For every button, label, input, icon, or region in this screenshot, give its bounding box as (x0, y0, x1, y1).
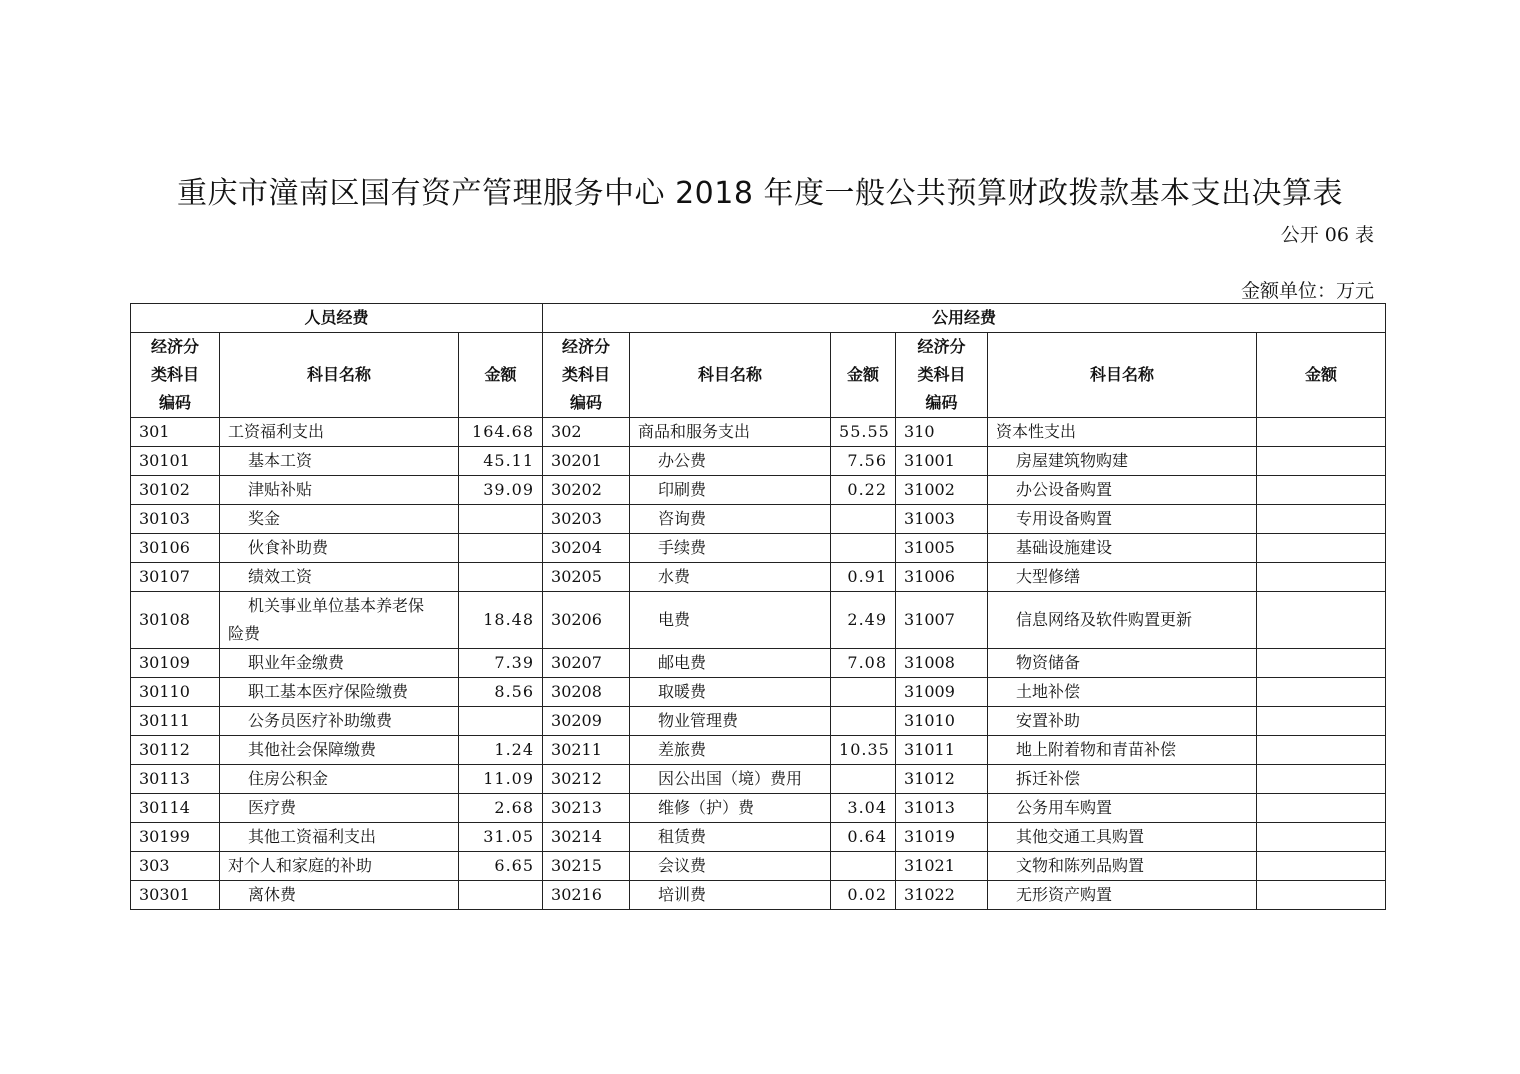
personnel-name-cell: 职业年金缴费 (220, 649, 459, 678)
goods-amount-cell (831, 505, 896, 534)
header-name-col: 科目名称 (220, 333, 459, 418)
capital-name-cell: 大型修缮 (988, 563, 1257, 592)
capital-code-cell: 31021 (896, 852, 988, 881)
personnel-name-cell: 工资福利支出 (220, 418, 459, 447)
table-row (131, 563, 1386, 592)
capital-name-cell: 其他交通工具购置 (988, 823, 1257, 852)
goods-code-cell: 30202 (543, 476, 630, 505)
personnel-name-cell: 津贴补贴 (220, 476, 459, 505)
personnel-code-cell: 30111 (131, 707, 220, 736)
capital-name-cell: 土地补偿 (988, 678, 1257, 707)
personnel-code-cell: 30301 (131, 881, 220, 910)
goods-code-cell: 30213 (543, 794, 630, 823)
capital-amount-cell (1257, 794, 1386, 823)
goods-name-cell: 邮电费 (630, 649, 831, 678)
personnel-code-cell: 30199 (131, 823, 220, 852)
goods-amount-cell: 2.49 (831, 592, 896, 649)
capital-name-cell: 专用设备购置 (988, 505, 1257, 534)
personnel-amount-cell: 2.68 (459, 794, 543, 823)
budget-table (130, 303, 1386, 910)
goods-code-cell: 30204 (543, 534, 630, 563)
capital-code-cell: 31011 (896, 736, 988, 765)
goods-amount-cell (831, 707, 896, 736)
personnel-name-cell: 职工基本医疗保险缴费 (220, 678, 459, 707)
goods-amount-cell: 3.04 (831, 794, 896, 823)
goods-code-cell: 30214 (543, 823, 630, 852)
personnel-name-cell: 奖金 (220, 505, 459, 534)
goods-code-cell: 30207 (543, 649, 630, 678)
table-row (131, 418, 1386, 447)
capital-name-cell: 地上附着物和青苗补偿 (988, 736, 1257, 765)
header-amount-col: 金额 (1257, 333, 1386, 418)
personnel-code-cell: 30112 (131, 736, 220, 765)
personnel-code-cell: 301 (131, 418, 220, 447)
personnel-amount-cell: 6.65 (459, 852, 543, 881)
capital-code-cell: 31002 (896, 476, 988, 505)
capital-amount-cell (1257, 505, 1386, 534)
table-row (131, 852, 1386, 881)
capital-code-cell: 31007 (896, 592, 988, 649)
goods-code-cell: 302 (543, 418, 630, 447)
personnel-code-cell: 30103 (131, 505, 220, 534)
personnel-code-cell: 303 (131, 852, 220, 881)
capital-code-cell: 31010 (896, 707, 988, 736)
goods-name-cell: 培训费 (630, 881, 831, 910)
capital-code-cell: 31006 (896, 563, 988, 592)
table-row (131, 678, 1386, 707)
goods-name-cell: 商品和服务支出 (630, 418, 831, 447)
header-name-col: 科目名称 (988, 333, 1257, 418)
goods-code-cell: 30211 (543, 736, 630, 765)
goods-amount-cell: 55.55 (831, 418, 896, 447)
table-row (131, 736, 1386, 765)
personnel-code-cell: 30109 (131, 649, 220, 678)
personnel-code-cell: 30113 (131, 765, 220, 794)
goods-name-cell: 咨询费 (630, 505, 831, 534)
capital-name-cell: 物资储备 (988, 649, 1257, 678)
capital-code-cell: 31019 (896, 823, 988, 852)
capital-amount-cell (1257, 707, 1386, 736)
personnel-amount-cell: 164.68 (459, 418, 543, 447)
capital-amount-cell (1257, 447, 1386, 476)
personnel-name-cell: 公务员医疗补助缴费 (220, 707, 459, 736)
capital-code-cell: 31001 (896, 447, 988, 476)
personnel-code-cell: 30114 (131, 794, 220, 823)
header-public-expenses: 公用经费 (543, 304, 1386, 333)
goods-amount-cell (831, 678, 896, 707)
personnel-name-cell: 其他社会保障缴费 (220, 736, 459, 765)
goods-amount-cell: 0.64 (831, 823, 896, 852)
capital-code-cell: 31013 (896, 794, 988, 823)
personnel-code-cell: 30110 (131, 678, 220, 707)
personnel-code-cell: 30101 (131, 447, 220, 476)
personnel-code-cell: 30102 (131, 476, 220, 505)
capital-code-cell: 31012 (896, 765, 988, 794)
header-name-col: 科目名称 (630, 333, 831, 418)
capital-amount-cell (1257, 881, 1386, 910)
goods-name-cell: 维修（护）费 (630, 794, 831, 823)
personnel-code-cell: 30107 (131, 563, 220, 592)
goods-code-cell: 30208 (543, 678, 630, 707)
capital-amount-cell (1257, 418, 1386, 447)
goods-name-cell: 会议费 (630, 852, 831, 881)
goods-amount-cell: 0.22 (831, 476, 896, 505)
goods-code-cell: 30203 (543, 505, 630, 534)
table-row (131, 707, 1386, 736)
capital-code-cell: 31005 (896, 534, 988, 563)
capital-name-cell: 安置补助 (988, 707, 1257, 736)
goods-code-cell: 30212 (543, 765, 630, 794)
personnel-amount-cell (459, 881, 543, 910)
capital-amount-cell (1257, 736, 1386, 765)
table-row (131, 505, 1386, 534)
capital-code-cell: 31003 (896, 505, 988, 534)
capital-name-cell: 基础设施建设 (988, 534, 1257, 563)
capital-code-cell: 31009 (896, 678, 988, 707)
capital-amount-cell (1257, 476, 1386, 505)
capital-amount-cell (1257, 592, 1386, 649)
personnel-amount-cell (459, 563, 543, 592)
capital-amount-cell (1257, 765, 1386, 794)
capital-code-cell: 31008 (896, 649, 988, 678)
personnel-amount-cell: 11.09 (459, 765, 543, 794)
goods-name-cell: 物业管理费 (630, 707, 831, 736)
personnel-amount-cell: 45.11 (459, 447, 543, 476)
goods-name-cell: 因公出国（境）费用 (630, 765, 831, 794)
table-row (131, 649, 1386, 678)
table-row (131, 881, 1386, 910)
table-row (131, 476, 1386, 505)
capital-amount-cell (1257, 563, 1386, 592)
personnel-code-cell: 30108 (131, 592, 220, 649)
header-personnel-expenses: 人员经费 (131, 304, 543, 333)
goods-name-cell: 水费 (630, 563, 831, 592)
table-row (131, 447, 1386, 476)
capital-name-cell: 无形资产购置 (988, 881, 1257, 910)
personnel-amount-cell: 1.24 (459, 736, 543, 765)
personnel-name-cell: 绩效工资 (220, 563, 459, 592)
personnel-name-cell: 伙食补助费 (220, 534, 459, 563)
goods-code-cell: 30215 (543, 852, 630, 881)
capital-name-cell: 公务用车购置 (988, 794, 1257, 823)
capital-code-cell: 310 (896, 418, 988, 447)
goods-code-cell: 30205 (543, 563, 630, 592)
header-code-col: 经济分 类科目 编码 (131, 333, 220, 418)
personnel-name-cell: 住房公积金 (220, 765, 459, 794)
personnel-name-cell: 医疗费 (220, 794, 459, 823)
capital-name-cell: 文物和陈列品购置 (988, 852, 1257, 881)
amount-unit-label: 金额单位：万元 (1240, 280, 1374, 302)
goods-amount-cell: 7.56 (831, 447, 896, 476)
personnel-name-cell: 其他工资福利支出 (220, 823, 459, 852)
goods-amount-cell: 0.02 (831, 881, 896, 910)
goods-amount-cell (831, 852, 896, 881)
goods-name-cell: 差旅费 (630, 736, 831, 765)
table-row (131, 765, 1386, 794)
personnel-code-cell: 30106 (131, 534, 220, 563)
goods-amount-cell (831, 534, 896, 563)
personnel-amount-cell (459, 707, 543, 736)
goods-name-cell: 取暖费 (630, 678, 831, 707)
personnel-amount-cell: 31.05 (459, 823, 543, 852)
capital-name-cell: 房屋建筑物购建 (988, 447, 1257, 476)
header-amount-col: 金额 (459, 333, 543, 418)
capital-amount-cell (1257, 678, 1386, 707)
goods-amount-cell: 10.35 (831, 736, 896, 765)
personnel-name-cell: 机关事业单位基本养老保 险费 (220, 592, 459, 649)
goods-amount-cell: 0.91 (831, 563, 896, 592)
table-row (131, 794, 1386, 823)
capital-name-cell: 信息网络及软件购置更新 (988, 592, 1257, 649)
header-code-col: 经济分 类科目 编码 (896, 333, 988, 418)
capital-amount-cell (1257, 852, 1386, 881)
personnel-amount-cell (459, 505, 543, 534)
personnel-amount-cell: 18.48 (459, 592, 543, 649)
personnel-amount-cell (459, 534, 543, 563)
capital-amount-cell (1257, 649, 1386, 678)
capital-code-cell: 31022 (896, 881, 988, 910)
table-row (131, 823, 1386, 852)
goods-name-cell: 手续费 (630, 534, 831, 563)
header-code-col: 经济分 类科目 编码 (543, 333, 630, 418)
capital-amount-cell (1257, 534, 1386, 563)
header-amount-col: 金额 (831, 333, 896, 418)
goods-code-cell: 30209 (543, 707, 630, 736)
table-body (131, 418, 1386, 910)
personnel-name-cell: 基本工资 (220, 447, 459, 476)
goods-name-cell: 印刷费 (630, 476, 831, 505)
table-code-label: 公开 06 表 (1280, 224, 1374, 246)
page-title: 重庆市潼南区国有资产管理服务中心 2018 年度一般公共预算财政拨款基本支出决算表 (177, 176, 1343, 211)
goods-amount-cell: 7.08 (831, 649, 896, 678)
table-row (131, 534, 1386, 563)
goods-code-cell: 30206 (543, 592, 630, 649)
personnel-name-cell: 对个人和家庭的补助 (220, 852, 459, 881)
capital-name-cell: 拆迁补偿 (988, 765, 1257, 794)
personnel-amount-cell: 7.39 (459, 649, 543, 678)
capital-name-cell: 办公设备购置 (988, 476, 1257, 505)
personnel-name-cell: 离休费 (220, 881, 459, 910)
goods-code-cell: 30216 (543, 881, 630, 910)
goods-name-cell: 办公费 (630, 447, 831, 476)
capital-amount-cell (1257, 823, 1386, 852)
goods-amount-cell (831, 765, 896, 794)
personnel-amount-cell: 8.56 (459, 678, 543, 707)
capital-name-cell: 资本性支出 (988, 418, 1257, 447)
goods-name-cell: 电费 (630, 592, 831, 649)
goods-code-cell: 30201 (543, 447, 630, 476)
table-row (131, 592, 1386, 649)
goods-name-cell: 租赁费 (630, 823, 831, 852)
personnel-amount-cell: 39.09 (459, 476, 543, 505)
